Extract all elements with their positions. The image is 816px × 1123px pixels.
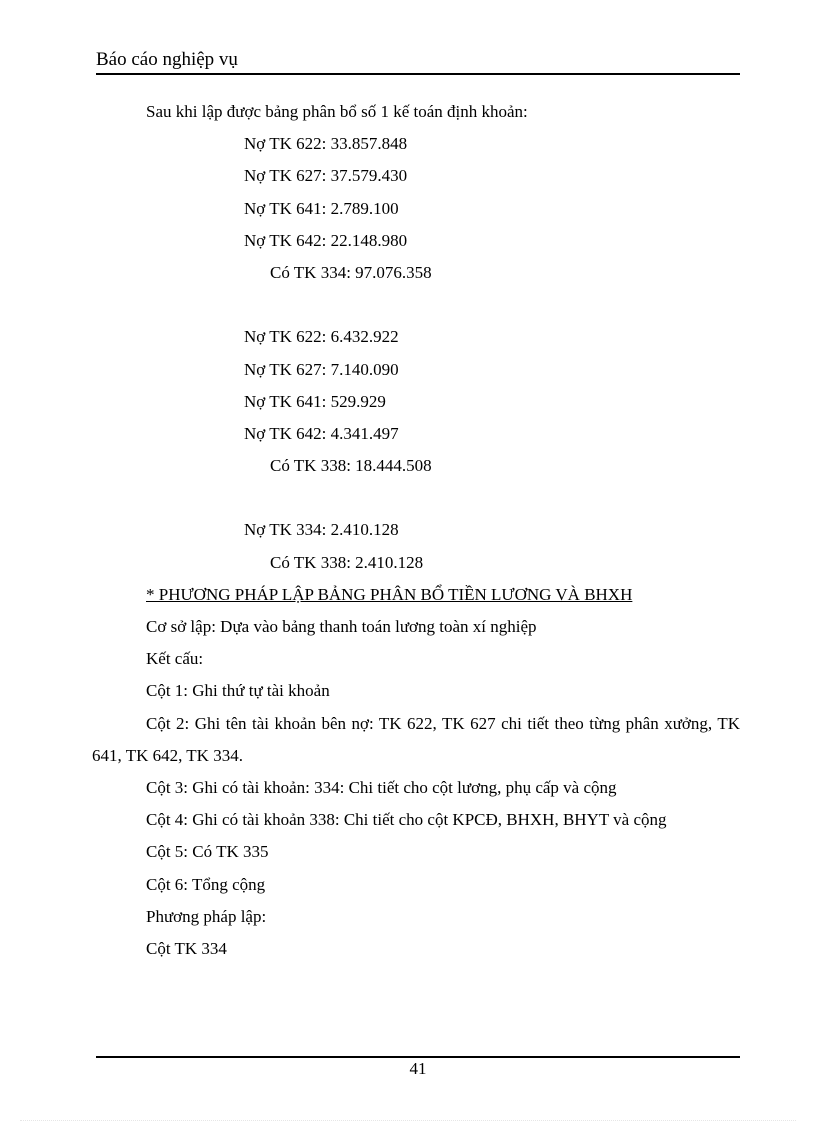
page-number: 41 (409, 1059, 427, 1078)
column-description: Cột 2: Ghi tên tài khoản bên nợ: TK 622, TK 627 chi tiết theo từng phân xưởng, TK 641, TK 642, TK 334. (92, 713, 740, 765)
debit-entry: Nợ TK 642: 4.341.497 (244, 423, 399, 443)
credit-entry: Có TK 334: 97.076.358 (270, 262, 432, 282)
column-description: Cột 6: Tổng cộng (146, 874, 266, 894)
column-description: Cột 1: Ghi thứ tự tài khoản (146, 681, 330, 701)
page-header-title: Báo cáo nghiệp vụ (96, 49, 238, 70)
page-edge-dots (20, 1120, 796, 1121)
section-heading: * PHƯƠNG PHÁP LẬP BẢNG PHÂN BỔ TIỀN LƯƠNG VÀ BHXH (146, 584, 633, 604)
method-label: Phương pháp lập: (146, 906, 267, 926)
page-body (92, 96, 740, 965)
column-description: Cột 4: Ghi có tài khoản 338: Chi tiết cho cột KPCĐ, BHXH, BHYT và cộng (146, 810, 667, 830)
intro-line: Sau khi lập được bảng phân bổ số 1 kế toán định khoản: (146, 102, 528, 121)
debit-entry: Nợ TK 622: 33.857.848 (244, 134, 408, 154)
debit-entry: Nợ TK 627: 7.140.090 (244, 359, 399, 379)
credit-entry: Có TK 338: 2.410.128 (270, 552, 424, 572)
credit-entry: Có TK 338: 18.444.508 (270, 456, 432, 476)
debit-entry: Nợ TK 622: 6.432.922 (244, 327, 399, 347)
column-description: Cột 3: Ghi có tài khoản: 334: Chi tiết cho cột lương, phụ cấp và cộng (146, 777, 617, 797)
spacer (92, 289, 740, 321)
spacer (92, 482, 740, 514)
debit-entry: Nợ TK 641: 2.789.100 (244, 198, 399, 218)
column-description: Cột 5: Có TK 335 (146, 842, 269, 862)
basis-line: Cơ sở lập: Dựa vào bảng thanh toán lương toàn xí nghiệp (146, 617, 537, 636)
structure-label: Kết cấu: (146, 649, 204, 669)
debit-entry: Nợ TK 642: 22.148.980 (244, 230, 408, 250)
debit-entry: Nợ TK 334: 2.410.128 (244, 520, 399, 540)
debit-entry: Nợ TK 641: 529.929 (244, 391, 386, 411)
header-divider (96, 73, 740, 75)
debit-entry: Nợ TK 627: 37.579.430 (244, 166, 408, 186)
column-tk334-label: Cột TK 334 (146, 938, 227, 958)
